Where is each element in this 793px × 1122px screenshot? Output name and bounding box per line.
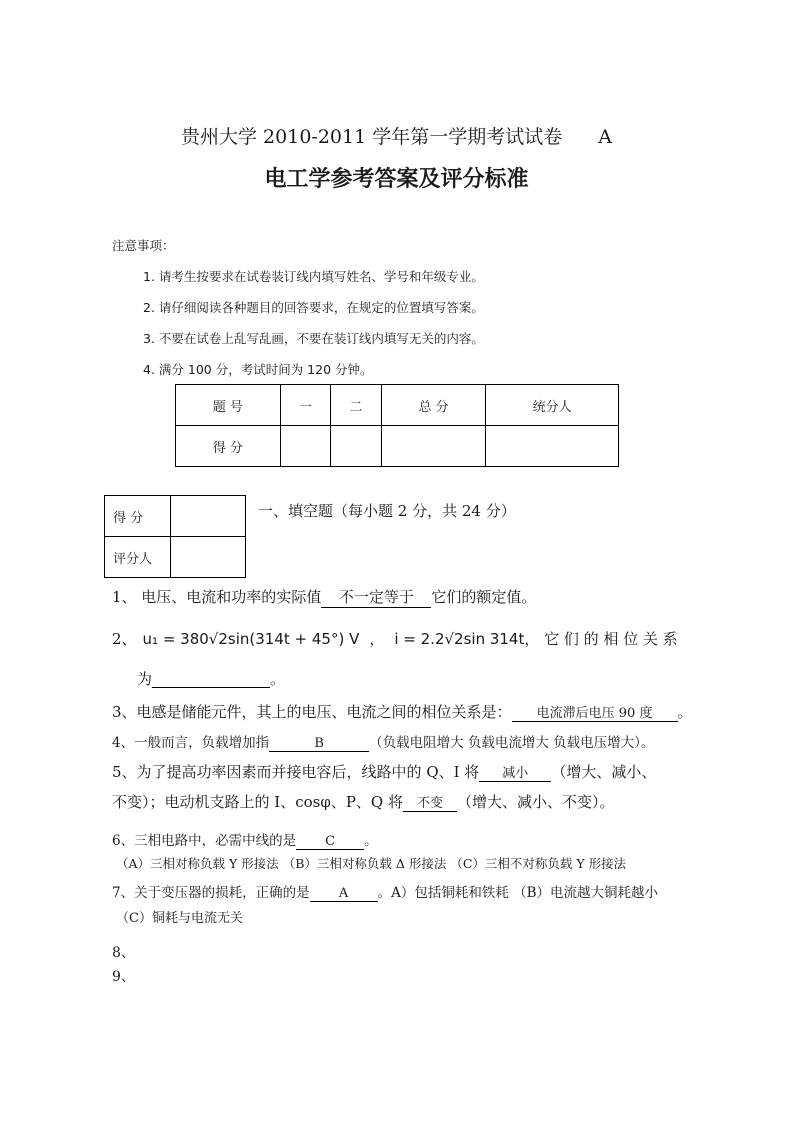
q4-prefix: 4、一般而言，负载增加指: [112, 735, 270, 751]
q7-answer-blank[interactable]: A: [310, 886, 378, 902]
q7-suffix: 。A）包括铜耗和铁耗 （B）电流越大铜耗越小: [377, 885, 659, 901]
q5-prefix: 5、为了提高功率因素而并接电容后，线路中的 Q、I 将: [112, 763, 480, 781]
question-2-line2: [137, 668, 285, 689]
grader-score-label: 得 分: [105, 496, 171, 537]
q2-current-expression: i = 2.2√2sin 314t: [394, 630, 525, 648]
question-3: [112, 701, 693, 722]
question-9: 9、: [112, 969, 135, 985]
grader-name-cell[interactable]: [171, 537, 246, 578]
exam-title: [0, 122, 793, 149]
header-cell-total: 总 分: [381, 385, 486, 426]
notes-title: 注意事项：: [112, 238, 175, 253]
question-1: [112, 586, 536, 608]
q4-answer-blank[interactable]: B: [269, 736, 369, 752]
score-cell-part-1[interactable]: [280, 426, 331, 467]
question-4: [112, 731, 654, 752]
question-5: [112, 761, 656, 782]
question-7-line2: （C）铜耗与电流无关: [116, 911, 243, 926]
header-cell-question-no: 题 号: [176, 385, 281, 426]
q1-suffix: 它们的额定值。: [431, 588, 537, 606]
q2-num: 2、: [112, 630, 137, 648]
q6-suffix: 。: [364, 833, 378, 849]
header-cell-tallier: 统分人: [486, 385, 619, 426]
q2-line2-suffix: 。: [270, 670, 286, 688]
q2-tail: ， 它 们 的 相 位 关 系: [524, 630, 678, 648]
score-cell-part-2[interactable]: [331, 426, 382, 467]
q5-line2-prefix: 不变）；电动机支路上的 I、cosφ、P、Q 将: [112, 793, 403, 811]
q2-voltage-expression: u₁ = 380√2sin(314t + 45°) V: [142, 630, 360, 648]
score-cell-tallier[interactable]: [486, 426, 619, 467]
note-item: 2. 请仔细阅读各种题目的回答要求，在规定的位置填写答案。: [143, 300, 484, 315]
q7-prefix: 7、关于变压器的损耗，正确的是: [112, 885, 310, 901]
section-heading: 一、填空题（每小题 2 分，共 24 分）: [258, 502, 516, 520]
score-cell-total[interactable]: [381, 426, 486, 467]
q2-separator: ，: [369, 630, 385, 648]
paper-grade: A: [598, 126, 612, 148]
score-table-score-row: [176, 426, 619, 467]
grader-name-label: 评分人: [105, 537, 171, 578]
note-item: 4. 满分 100 分，考试时间为 120 分钟。: [143, 362, 373, 377]
q5-mid: （增大、减小、: [551, 763, 657, 781]
q5-line2-suffix: （增大、减小、不变）。: [457, 793, 615, 811]
q1-answer-blank[interactable]: 不一定等于: [321, 586, 431, 608]
question-7: [112, 881, 658, 902]
score-table: [175, 384, 619, 467]
question-6: [112, 829, 378, 850]
q4-suffix: （负载电阻增大 负载电流增大 负载电压增大）。: [369, 735, 655, 751]
q6-answer-blank[interactable]: C: [296, 834, 364, 850]
question-2: [112, 628, 678, 649]
note-item: 3. 不要在试卷上乱写乱画，不要在装订线内填写无关的内容。: [143, 331, 484, 346]
q3-answer-blank[interactable]: 电流滞后电压 90 度: [512, 702, 678, 722]
q5-answer-1-blank[interactable]: 减小: [479, 762, 551, 782]
score-table-header-row: [176, 385, 619, 426]
q2-answer-blank[interactable]: [152, 669, 270, 688]
note-item: 1. 请考生按要求在试卷装订线内填写姓名、学号和年级专业。: [143, 269, 484, 284]
q3-suffix: 。: [677, 703, 693, 721]
grader-box: [104, 495, 246, 578]
header-cell-part-2: 二: [331, 385, 382, 426]
q3-prefix: 3、电感是储能元件，其上的电压、电流之间的相位关系是：: [112, 703, 512, 721]
q5-answer-2-blank[interactable]: 不变: [403, 792, 457, 812]
header-cell-part-1: 一: [280, 385, 331, 426]
question-5-line2: [112, 791, 615, 812]
q1-prefix: 1、 电压、电流和功率的实际值: [112, 588, 322, 606]
q6-options: （A）三相对称负载 Y 形接法 （B）三相对称负载 Δ 形接法 （C）三相不对称负载 Y 形接法: [116, 856, 627, 871]
page-subtitle: 电工学参考答案及评分标准: [264, 167, 529, 192]
row-label-score: 得 分: [176, 426, 281, 467]
exam-title-text: 贵州大学 2010-2011 学年第一学期考试试卷: [181, 126, 563, 148]
question-8: 8、: [112, 945, 135, 961]
q2-line2-prefix: 为: [137, 670, 153, 688]
grader-score-cell[interactable]: [171, 496, 246, 537]
q6-prefix: 6、三相电路中，必需中线的是: [112, 833, 297, 849]
